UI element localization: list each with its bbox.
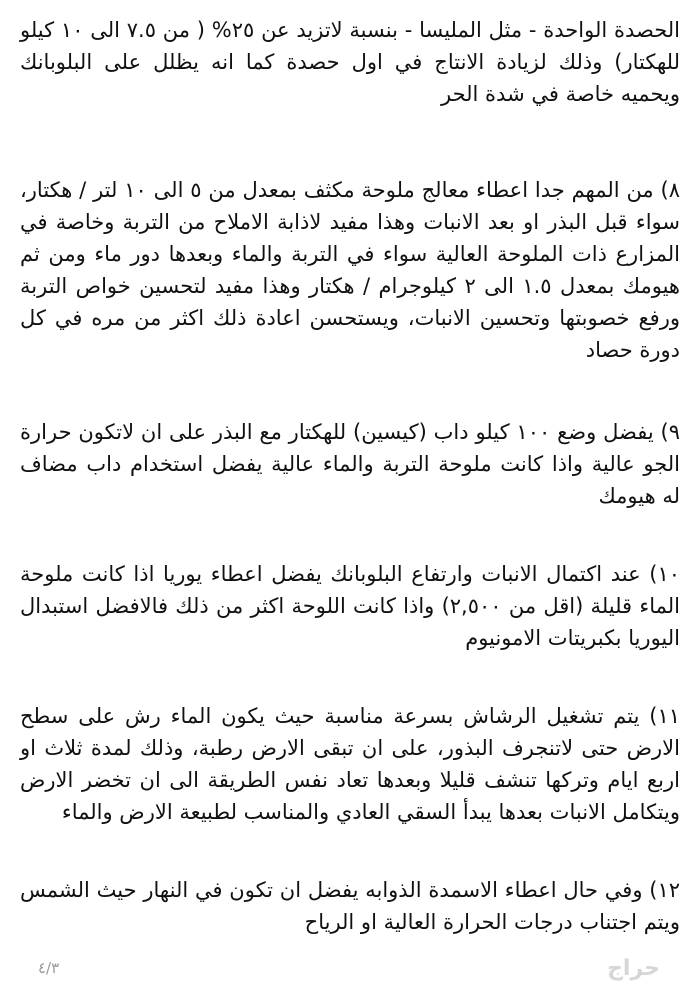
paragraph-intro: الحصدة الواحدة - مثل المليسا - بنسبة لاتزيد عن ٢٥% ( من ٧.٥ الى ١٠ كيلو للهكتار) وذلك لزيادة الانتاج في اول حصدة كما انه يظلل على البلوبانك ويحميه خاصة في شدة الحر bbox=[20, 18, 680, 106]
page-footer bbox=[0, 951, 700, 985]
paragraph-item-10: ١٠) عند اكتمال الانبات وارتفاع البلوبانك يفضل اعطاء يوريا اذا كانت ملوحة الماء قليلة (اقل من ٢,٥٠٠) واذا كانت اللوحة اكثر من ذلك فالافضل استبدال اليوريا بكبريتات الامونيوم bbox=[20, 562, 680, 650]
page-number: ٤/٣ bbox=[38, 959, 60, 977]
paragraph-item-9: ٩) يفضل وضع ١٠٠ كيلو داب (كيسين) للهكتار مع البذر على ان لاتكون حرارة الجو عالية واذا كانت ملوحة التربة والماء عالية يفضل استخدام داب مضاف له هيومك bbox=[20, 420, 680, 508]
paragraph-item-11: ١١) يتم تشغيل الرشاش بسرعة مناسبة حيث يكون الماء رش على سطح الارض حتى لاتنجرف البذور، على ان تبقى الارض رطبة، وذلك لمدة ثلاث او اربع ايام وتركها تنشف قليلا وبعدها تعاد نفس الطريقة الى ان تخضر الارض ويتكامل الانبات بعدها يبدأ السقي العادي والمناسب لطبيعة الارض والماء bbox=[20, 704, 680, 824]
paragraph-item-12: ١٢) وفي حال اعطاء الاسمدة الذوابه يفضل ان تكون في النهار حيث الشمس ويتم اجتناب درجات الحرارة العالية او الرياح bbox=[20, 878, 680, 934]
paragraph-item-8: ٨) من المهم جدا اعطاء معالج ملوحة مكثف بمعدل من ٥ الى ١٠ لتر / هكتار، سواء قبل البذر او بعد الانبات وهذا مفيد لاذابة الاملاح من التربة وخاصة في المزارع ذات الملوحة العالية سواء في التربة والماء وبعدها دور ماء ومن ثم هيومك بمعدل ١.٥ الى ٢ كيلوجرام / هكتار وهذا مفيد لتحسين خواص التربة ورفع خصوبتها وتحسين الانبات، ويستحسن اعادة ذلك اكثر من مره في كل دورة حصاد bbox=[20, 178, 681, 362]
haraj-watermark-logo: حراج bbox=[607, 956, 660, 981]
